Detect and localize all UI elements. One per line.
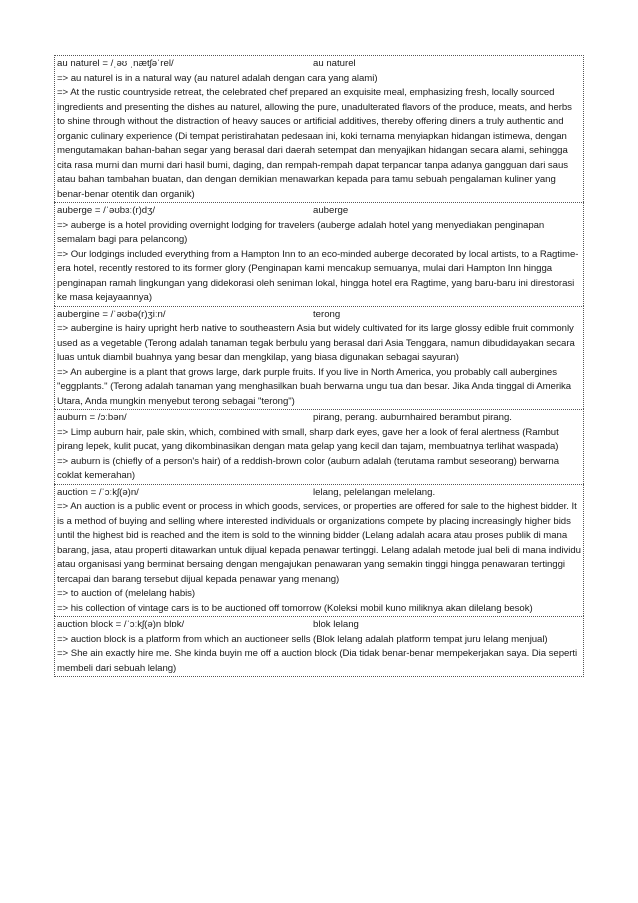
headword-line [57, 618, 581, 633]
headword-line [57, 486, 581, 501]
entry-auction-block [54, 616, 584, 677]
entry-auburn [54, 409, 584, 484]
headword: aubergine = /ˈəʊbə(r)ʒiːn/ [57, 308, 166, 320]
entry-aubergine [54, 306, 584, 410]
definition-line: => auberge is a hotel providing overnight lodging for travelers (auberge adalah hotel yang menyediakan penginapan semalam bagi para pelancong) [57, 219, 545, 245]
example-line: => At the rustic countryside retreat, the celebrated chef prepared an exquisite meal, emphasizing fresh, locally sourced ingredients and presenting the dishes au naturel, allowing the pure, unadulterated flavors of the produce, meats, and herbs to shine through without the distraction of heavy sauces or artificial additives, thereby offering diners a truly authentic and organic culinary experience (Di tempat peristirahatan pedesaan ini, koki ternama menyiapkan hidangan istimewa, dengan mengutamakan bahan-bahan segar yang berasal dari daerah setempat dan menyajikan hidangan secara alami, sehingga cita rasa murni dan murni dari hasil bumi, daging, dan rempah-rempah dapat terpancar tanpa adanya gangguan dari saus atau bahan tambahan buatan, dan dengan demikian menawarkan kepada para tamu sebuah pengalaman kuliner yang benar-benar otentik dan organik) [57, 87, 572, 200]
translation: auberge [313, 205, 349, 216]
translation: terong [313, 308, 341, 320]
headword-line [57, 411, 581, 426]
headword: auberge = /ˈəʊbɜː(r)dʒ/ [57, 205, 156, 216]
translation: au naturel [313, 58, 356, 69]
definition-line: => auburn is (chiefly of a person's hair) of a reddish-brown color (auburn adalah (terutama rambut seseorang) berwarna coklat kemerahan) [57, 455, 560, 481]
definition-line: => An auction is a public event or process in which goods, services, or properties are offered for sale to the highest bidder. It is a method of buying and selling where interested individuals or organizations compete by placing increasingly higher bids until the highest bid is reached and the item is sold to the winning bidder (Lelang adalah acara atau proses publik di mana barang, jasa, atau properti ditawarkan untuk dijual kepada penawar tertinggi. Lelang adalah metode jual beli di mana individu atau organisasi yang berminat bersaing dengan mengajukan penawaran yang semakin tinggi hingga penawaran tertinggi tercapai dan barang tersebut dijual kepada penawar yang menang) [57, 501, 581, 585]
entry-auction [54, 484, 584, 617]
example-line: => She ain exactly hire me. She kinda buyin me off a auction block (Dia tidak benar-benar mempekerjakan saya. Dia seperti membeli dari sebuah lelang) [57, 648, 578, 674]
dictionary-page [54, 55, 584, 677]
headword-line [57, 308, 581, 323]
definition-line: => au naturel is in a natural way (au naturel adalah dengan cara yang alami) [57, 72, 378, 84]
headword: auction = /ˈɔːkʃ(ə)n/ [57, 486, 139, 498]
translation: blok lelang [313, 619, 359, 630]
example-line: => An aubergine is a plant that grows large, dark purple fruits. If you live in North America, you probably call aubergines "eggplants." (Terong adalah tanaman yang menghasilkan buah berwarna ungu tua dan besar. Jika Anda tinggal di Amerika Utara, Anda mungkin menyebut terong sebagai "terong") [57, 366, 572, 407]
translation: pirang, perang. auburnhaired berambut pirang. [313, 412, 512, 423]
phrase-line: => to auction of (melelang habis) [57, 588, 196, 599]
headword: au naturel = /ˌəʊ ˌnætʃəˈrel/ [57, 58, 174, 69]
headword: auction block = /ˈɔːkʃ(ə)n blɒk/ [57, 619, 185, 630]
entry-auberge [54, 202, 584, 306]
definition-line: => auction block is a platform from which an auctioneer sells (Blok lelang adalah platform tempat juru lelang menjual) [57, 633, 548, 645]
headword-line [57, 204, 581, 219]
definition-line: => aubergine is hairy upright herb native to southeastern Asia but widely cultivated for its large glossy edible fruit commonly used as a vegetable (Terong adalah tanaman tegak berbulu yang berasal dari Asia Tenggara, namun dibudidayakan secara luas untuk diambil buahnya yang besar dan mengkilap, yang biasa digunakan sebagai sayuran) [57, 323, 575, 363]
example-line: => Our lodgings included everything from a Hampton Inn to an eco-minded auberge decorated by local artists, to a Ragtime-era hotel, recently restored to its former glory (Penginapan kami mencakup semuanya, mulai dari Hampton Inn hingga penginapan ramah lingkungan yang didekorasi oleh seniman lokal, hingga hotel era Ragtime, yang baru-baru ini direstorasi ke masa kejayaannya) [57, 248, 579, 303]
example-line: => Limp auburn hair, pale skin, which, combined with small, sharp dark eyes, gave her a look of feral alertness (Rambut pirang lepek, kulit pucat, yang dikombinasikan dengan mata gelap yang kecil dan tajam, membuatnya terlihat waspada) [57, 426, 559, 452]
example-line: => his collection of vintage cars is to be auctioned off tomorrow (Koleksi mobil kuno miliknya akan dilelang besok) [57, 602, 533, 614]
headword: auburn = /ɔːbən/ [57, 412, 127, 423]
translation: lelang, pelelangan melelang. [313, 486, 436, 498]
headword-line [57, 57, 581, 72]
entry-au-naturel [54, 55, 584, 202]
